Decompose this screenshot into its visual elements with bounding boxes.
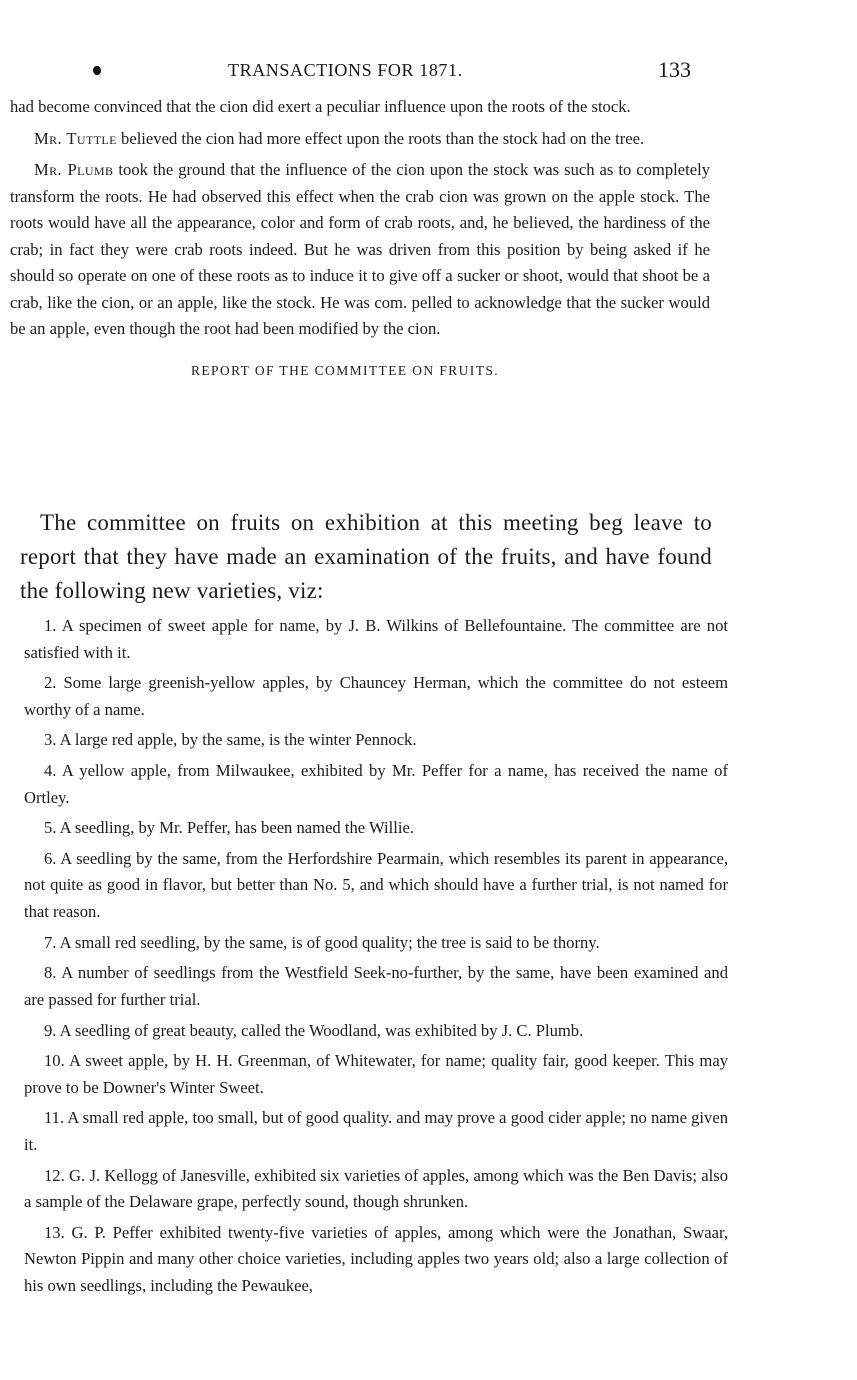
list-item: 12. G. J. Kellogg of Janesville, exhibited six varieties of apples, among which was the Ben Davis; also a sample of the Delaware grape, perfectly sound, though shrunken. bbox=[24, 1165, 728, 1212]
list-item: 6. A seedling by the same, from the Herfordshire Pearmain, which resembles its parent in appearance, not quite as good in flavor, but better than No. 5, and which should have a further trial, is not named for that reason. bbox=[24, 848, 728, 921]
fruit-list bbox=[24, 613, 728, 1303]
discussion-text bbox=[10, 94, 710, 401]
paragraph-text: believed the cion had more effect upon the roots than the stock had on the tree. bbox=[116, 128, 645, 148]
list-item: 13. G. P. Peffer exhibited twenty-five varieties of apples, among which were the Jonathan, Swaar, Newton Pippin and many other choice varieties, including apples two years old; also a large collection of his own seedlings, including the Pewaukee, bbox=[24, 1222, 728, 1295]
paragraph-text: took the ground that the influence of the cion upon the stock was such as to completely transform the roots. He had observed this effect when the crab cion was grown on the apple stock. The roots would have all the appearance, color and form of crab roots, and, he believed, the hardiness of the crab; in fact they were crab roots indeed. But he was driven from this position by being asked if he should so operate on one of these roots as to induce it to give off a sucker or shoot, would that shoot be a crab, like the cion, or an apple, like the stock. He was com. pelled to acknowledge that the sucker would be an apple, even though the root had been modified by the cion. bbox=[10, 160, 710, 338]
list-item: 7. A small red seedling, by the same, is of good quality; the tree is said to be thorny. bbox=[44, 932, 600, 952]
paragraph bbox=[10, 126, 710, 153]
list-item: 2. Some large greenish-yellow apples, by Chauncey Herman, which the committee do not esteem worthy of a name. bbox=[24, 673, 728, 719]
list-item: 1. A specimen of sweet apple for name, by J. B. Wilkins of Bellefountaine. The committee are not satisfied with it. bbox=[24, 616, 728, 662]
list-item: 10. A sweet apple, by H. H. Greenman, of Whitewater, for name; quality fair, good keeper. This may prove to be Downer's Winter Sweet. bbox=[24, 1051, 728, 1097]
paragraph-text: had become convinced that the cion did exert a peculiar influence upon the roots of the stock. bbox=[10, 97, 631, 116]
running-head: TRANSACTIONS FOR 1871. bbox=[228, 60, 463, 80]
list-item: 11. A small red apple, too small, but of good quality. and may prove a good cider apple; no name given it. bbox=[24, 1108, 728, 1154]
section-title: REPORT OF THE COMMITTEE ON FRUITS. bbox=[190, 362, 500, 378]
page-number: 133 bbox=[658, 57, 691, 82]
ink-mark bbox=[92, 65, 103, 76]
speaker-name: Mr. Plumb bbox=[34, 160, 114, 179]
list-item: 3. A large red apple, by the same, is the winter Pennock. bbox=[44, 730, 417, 750]
paragraph bbox=[10, 157, 710, 343]
list-item: 4. A yellow apple, from Milwaukee, exhibited by Mr. Peffer for a name, has received the name of Ortley. bbox=[24, 761, 728, 807]
speaker-name: Mr. Tuttle bbox=[34, 128, 117, 148]
report-intro: The committee on fruits on exhibition at this meeting beg leave to report that they have made an examination of the fruits, and have found the following new varieties, viz: bbox=[20, 510, 712, 603]
paragraph bbox=[10, 94, 710, 121]
list-item: 9. A seedling of great beauty, called the Woodland, was exhibited by J. C. Plumb. bbox=[44, 1020, 584, 1040]
list-item: 8. A number of seedlings from the Westfield Seek-no-further, by the same, have been examined and are passed for further trial. bbox=[24, 963, 728, 1009]
list-item: 5. A seedling, by Mr. Peffer, has been named the Willie. bbox=[44, 818, 414, 838]
